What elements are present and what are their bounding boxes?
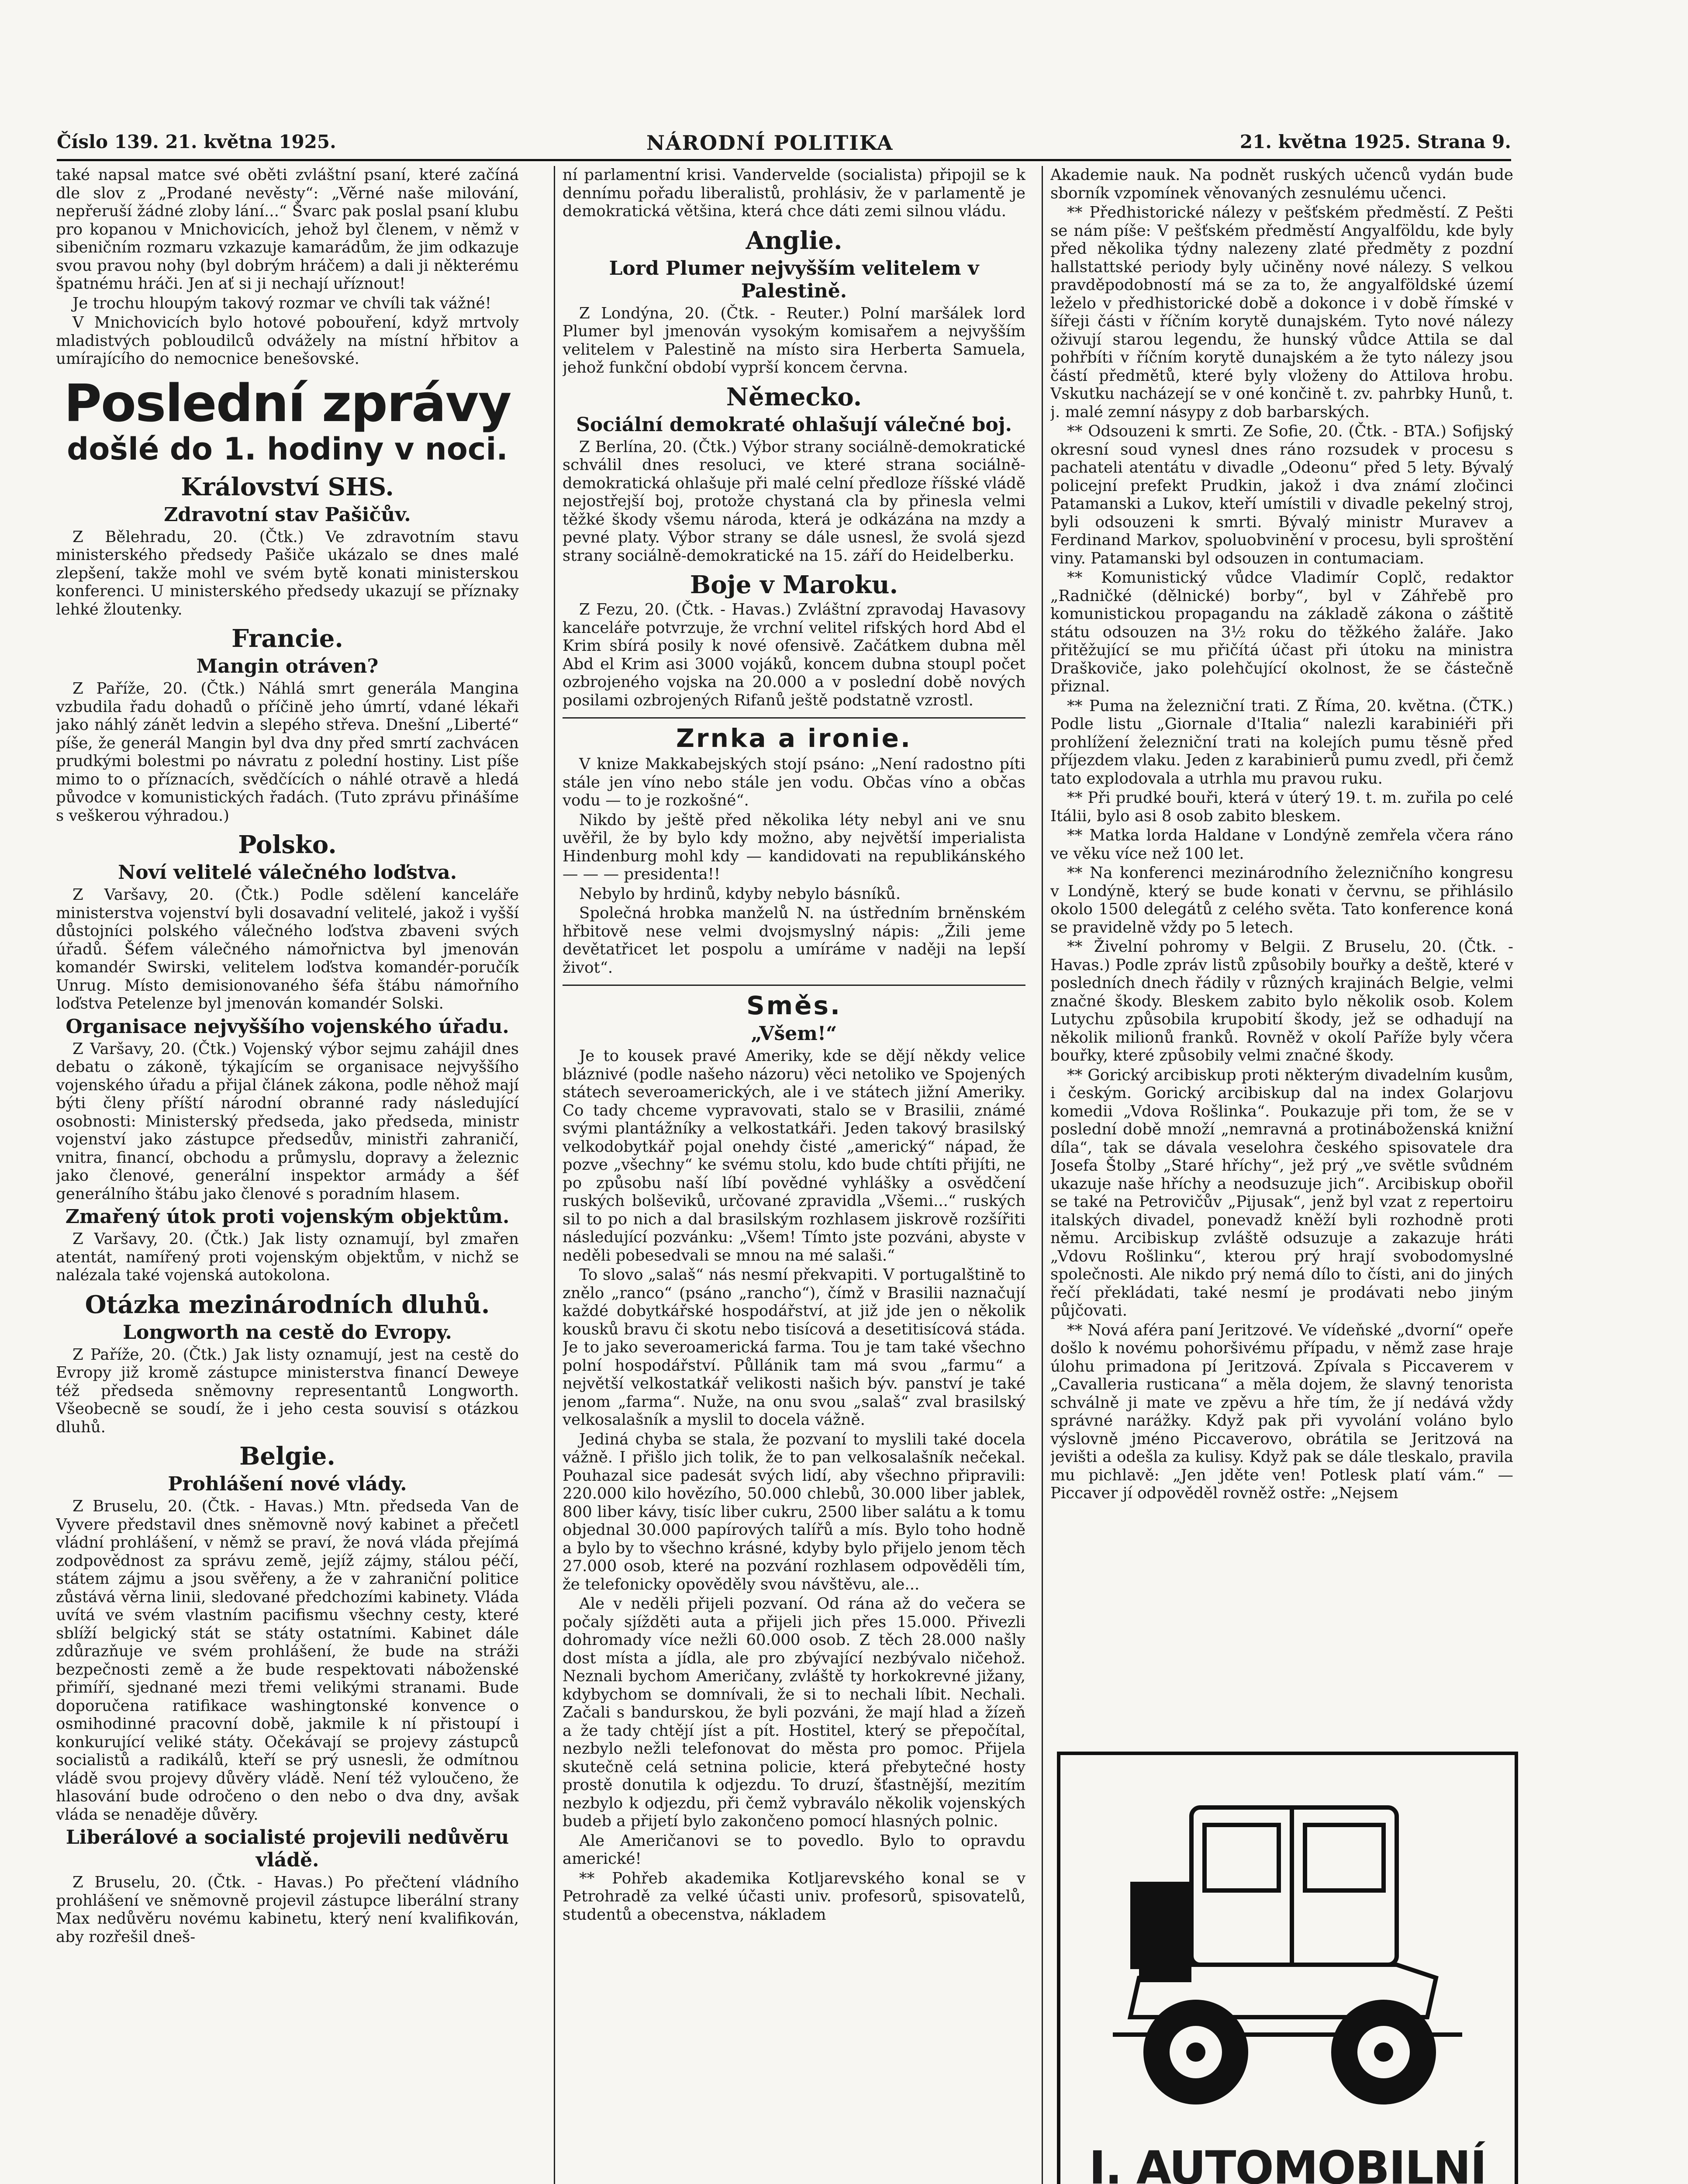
article-text: Z Bruselu, 20. (Čtk. - Havas.) Po přečtení vládního prohlášení ve sněmovně projevil zástupce liberální strany Max nedůvěru novému kabinetu, který není kvalifikován, aby rozřešil dneš- — [56, 1873, 519, 1946]
article-text: Z Varšavy, 20. (Čtk.) Vojenský výbor sejmu zahájil dnes debatu o zákoně, týkajícím se organisace nejvyššího vojenského úřadu a přijal článek zákona, podle něhož mají býti členy příští národní obranné rady následující osobnosti: Ministerský předseda, jako předseda, ministr vojenství jako zástupce předsedův, ministři zahraničí, vnitra, financí, obchodu a průmyslu, dopravy a železnic jako členové, generální inspektor armády a šéf generálního štábu jako členové s poradním hlasem. — [56, 1040, 519, 1203]
column-heading: Směs. — [563, 985, 1025, 1020]
country-heading: Belgie. — [239, 1442, 335, 1471]
article-heading: Mangin otráven? — [196, 655, 379, 677]
country-heading: Boje v Maroku. — [690, 570, 898, 599]
column-3 — [1050, 166, 1513, 1743]
article-heading: „Všem!“ — [751, 1023, 837, 1045]
article-text: Je to kousek pravé Ameriky, kde se dějí někdy velice bláznivé (podle našeho názoru) věci netoliko ve Spojených státech severoamerických, ale i ve státech jižní Ameriky. Co tady chceme vypravovati, stalo se v Brasilii, známé svými plantážníky a velkostatkáři. Jeden takový brasilský velkodobytkář pojal onehdy čisté „americký“ nápad, že pozve „všechny“ ke svému stolu, kdo bude chtíti přijíti, ne po způsobu naší líbí povědné vyhlášky a osvědčení ruských bolševiků, určované zpravidla „Všemi...“ ruských sil to po nich a dal brasilským rozhlasem jiskrově rozšířiti následující pozvánku: „Všem! Tímto jste pozváni, abyste v neděli pobesedvali se mnou na mé salaši.“ — [563, 1047, 1025, 1265]
article-text: Z Varšavy, 20. (Čtk.) Jak listy oznamují, byl zmařen atentát, namířený proti vojenským objektům, v nichž se nalézala také vojenská autokolona. — [56, 1230, 519, 1284]
article-text: ** Živelní pohromy v Belgii. Z Bruselu, 20. (Čtk. - Havas.) Podle zpráv listů způsobily bouřky a deště, které v posledních dnech řádily v různých krajinách Belgie, velmi značné škody. Bleskem zabito bylo několik osob. Kolem Lutychu způsobila krupobití škody, jež se odhadují na několik milionů franků. Rovněž v okolí Paříže byly včera bouřky, které způsobily velmi značné škody. — [1050, 938, 1513, 1064]
country-heading: Anglie. — [746, 226, 842, 255]
header-masthead: NÁRODNÍ POLITIKA — [646, 131, 894, 155]
advertisement-driving-school — [1057, 1752, 1518, 2184]
article-heading: Prohlášení nové vlády. — [168, 1473, 407, 1495]
article-heading: Organisace nejvyššího vojenského úřadu. — [66, 1015, 509, 1038]
article-text: Z Bělehradu, 20. (Čtk.) Ve zdravotním stavu ministerského předsedy Pašiče ukázalo se dnes malé zlepšení, takže mohl ve svém bytě konati ministerskou konferenci. U ministerského předsedy ukazují se příznaky lehké žloutenky. — [56, 528, 519, 619]
column-heading: Zrnka a ironie. — [563, 717, 1025, 753]
column-rule — [554, 166, 555, 2184]
country-heading: Polsko. — [238, 830, 337, 859]
article-text: Společná hrobka manželů N. na ústředním brněnském hřbitově nese velmi dvojsmyslný nápis: „Žili jeme devětatřicet let pospolu a umíráme v naději na lepší život“. — [563, 904, 1025, 977]
header-issue: Číslo 139. 21. května 1925. — [57, 131, 336, 152]
article-text: Je trochu hloupým takový rozmar ve chvíli tak vážné! — [72, 294, 491, 312]
page-header — [57, 131, 1511, 161]
article-text: V knize Makkabejských stojí psáno: „Není radostno píti stále jen víno nebo stále jen vodu. Občas víno a občas vodu — to je rozkošné“. — [563, 755, 1025, 809]
column-rule — [1042, 166, 1043, 2184]
article-text: Z Varšavy, 20. (Čtk.) Podle sdělení kanceláře ministerstva vojenství byli dosavadní velitelé, jakož i vyšší důstojníci polského válečného loďstva zbaveni svých úřadů. Šéfem válečného námořnictva byl jmenován komandér Swirski, velitelem loďstva komandér-poručík Unrug. Místo demisionovaného šéfa štábu námořního loďstva Petelenze byl jmenován komandér Solski. — [56, 886, 519, 1013]
article-heading: Sociální demokraté ohlašují válečné boj. — [576, 413, 1012, 436]
article-text: ** Odsouzeni k smrti. Ze Sofie, 20. (Čtk. - BTA.) Sofijský okresní soud vynesl dnes ráno rozsudek v procesu s pachateli atentátu v divadle „Odeonu“ před 5 lety. Bývalý policejní prefekt Prudkin, jakož i dva známí zločinci Patamanski a Lukov, kteří umístili v divadle pekelný stroj, byli odsouzeni k smrti. Bývalý ministr Muravev a Ferdinand Markov, spoluobvinění v procesu, byli sproštění viny. Patamanski byl odsouzen in contumaciam. — [1050, 422, 1513, 567]
article-text: Z Londýna, 20. (Čtk. - Reuter.) Polní maršálek lord Plumer byl jmenován vysokým komisařem a nejvyšším velitelem v Palestině na místo sira Herberta Samuela, jehož funkční období vyprší koncem června. — [563, 304, 1025, 377]
column-2 — [563, 166, 1025, 2184]
article-heading: Longworth na cestě do Evropy. — [123, 1321, 452, 1344]
country-heading: Německo. — [726, 382, 862, 411]
article-text: ** Při prudké bouři, která v úterý 19. t. m. zuřila po celé Itálii, bylo asi 8 osob zabito bleskem. — [1050, 789, 1513, 825]
article-heading: Zmařený útok proti vojenským objektům. — [65, 1206, 510, 1228]
ad-title: I. AUTOMOBILNÍ — [1089, 2141, 1486, 2184]
section-headline: Poslední zprávy — [64, 373, 511, 433]
article-text: ** Pohřeb akademika Kotljarevského konal se v Petrohradě za velké účasti univ. profesorů, spisovatelů, studentů a obecenstva, nákladem — [563, 1869, 1025, 1924]
car-illustration — [1087, 1773, 1488, 2131]
article-text: Z Bruselu, 20. (Čtk. - Havas.) Mtn. předseda Van de Vyvere představil dnes sněmovně nový kabinet a přečetl vládní prohlášení, v němž se praví, že nová vláda přejímá zodpovědnost za správu země, jejíž zájmy, stálou péčí, státem zájmu a jsou svěřeny, a že v zahraniční politice zůstává věrna linii, sledované předchozími kabinety. Vláda uvítá ve svém vlastním pacifismu všechny cesty, které sblíží belgický stát se státy ostatními. Kabinet dále zdůrazňuje ve svém prohlášení, že bude na stráži bezpečnosti země a že bude respektovati náboženské přimíří, sjednané mezi třemi velikými stranami. Bude doporučena ratifikace washingtonské konvence o osmihodinné pracovní době, jakmile k ní přistoupí i konkurující veliké státy. Očekávají se projevy zástupců socialistů a radikálů, kteří se prý usnesli, že odmítnou vládě svou projevy důvěry vládě. Není též vyloučeno, že hlasování bude odročeno o den nebo o dva dny, avšak vláda se nenaděje důvěry. — [56, 1497, 519, 1824]
article-text: Nebylo by hrdinů, kdyby nebylo básníků. — [579, 885, 901, 903]
country-heading: Otázka mezinárodních dluhů. — [85, 1290, 490, 1319]
article-text: ** Předhistorické nálezy v pešťském předměstí. Z Pešti se nám píše: V pešťském předměstí Angyalföldu, kde byly před několika týdny nalezeny zlaté předměty z pozdní hallstattské periody byly učiněny nové nálezy. S velkou pravděpodobností má se za to, že angyalföldské území leželo v předhistorické době a dokonce i v době římské v šířeji části v říčním korytě dunajském. Tyto nové nálezy oživují starou legendu, že hunský vůdce Attila se dal pohřbíti v říčním korytě dunajském a že tyto nálezy jsou částí předmětů, které byly vloženy do Attilova hrobu. Vskutku nacházejí se v oné končině t. zv. pahrbky Hunů, t. j. malé zemní násypy z dob barbarských. — [1050, 204, 1513, 421]
section-subheadline: došlé do 1. hodiny v noci. — [67, 431, 508, 467]
header-date-page: 21. května 1925. Strana 9. — [1239, 131, 1511, 152]
article-text: ** Nová aféra paní Jeritzové. Ve vídeňské „dvorní“ opeře došlo k novému pohoršivému případu, v němž zase hraje úlohu primadona pí Jeritzová. Zpívala s Piccaverem v „Cavalleria rusticana“ a měla dojem, že slavný tenorista schválně ji mate ve zpěvu a hře tím, že jí nedává vždy správné narážky. Když pak při vyvolání voláno bylo výslovně jméno Piccaverovo, obrátila se Jeritzová na jevišti a odešla za kulisy. Když pak se dále tleskalo, pravila mu pichlavě: „Jen jděte ven! Potlesk platí vám.“ — Piccaver jí odpověděl rovněž ostře: „Nejsem — [1050, 1321, 1513, 1502]
article-text: To slovo „salaš“ nás nesmí překvapiti. V portugalštině to znělo „ranco“ (psáno „rancho“), čímž v Brasilii naznačují každé dobytkářské hospodářství, at již jde jen o několik kousků bravu či skotu nebo tisícová a desetitisícová stáda. Je to jako severoamerická farma. Tou je tam také všechno polní hospodářství. Půllánik tam má svou „farmu“ a největší velkostatkář velikosti našich býv. panství je také jenom „farma“. Nuže, na onu svou „salaš“ zval brasilský velkosalašník a myslil to docela vážně. — [563, 1266, 1025, 1429]
article-text: Ale Američanovi se to povedlo. Bylo to opravdu americké! — [563, 1832, 1025, 1868]
article-text: ní parlamentní krisi. Vandervelde (socialista) připojil se k dennímu pořadu liberalistů, prohlásiv, že v parlamentě je demokratická většina, která chce dáti zemi silnou vládu. — [563, 166, 1025, 220]
article-text: Z Berlína, 20. (Čtk.) Výbor strany sociálně-demokratické schválil dnes resoluci, ve které strana sociálně-demokratická ohlašuje při malé celní předloze říšské vládě nejostřejší boj, protože chystaná cla by přinesla velmi těžké škody všemu národa, která je odkázána na mzdy a pevné platy. Výbor strany se dále usnesl, že svolá sjezd strany sociálně-demokratické na 15. září do Heidelberku. — [563, 438, 1025, 565]
country-heading: Francie. — [231, 624, 343, 653]
article-text: Z Paříže, 20. (Čtk.) Jak listy oznamují, jest na cestě do Evropy již kromě zástupce ministerstva financí Deweye též předseda sněmovny representantů Longworth. Všeobecně se soudí, že i jeho cesta souvisí s otázkou dluhů. — [56, 1345, 519, 1436]
article-text: ** Matka lorda Haldane v Londýně zemřela včera ráno ve věku více než 100 let. — [1050, 826, 1513, 863]
article-heading: Liberálové a socialisté projevili nedůvěru vládě. — [66, 1826, 509, 1871]
article-text: ** Puma na železniční trati. Z Říma, 20. května. (ČTK.) Podle listu „Giornale d'Italia“ nalezli karabiniéři při prohlížení železniční trati na kolejích pumu těsně před příjezdem vlaku. Jeden z karabinierů pumu zvedl, při čemž tato explodovala a utrhla mu pravou ruku. — [1050, 697, 1513, 788]
article-text: ** Komunistický vůdce Vladimír Coplč, redaktor „Radničké (dělnické) borby“, byl v Záhřebě pro komunistickou propagandu na základě zákona o záštitě státu odsouzen na 3½ roku do těžkého žaláře. Jako přitěžující se mu přičítá účast při útoku na ministra Draškoviče, jako polehčující okolnost, že se částečně přiznal. — [1050, 569, 1513, 695]
article-text: také napsal matce své oběti zvláštní psaní, které začíná dle slov z „Prodané nevěsty“: „Věrné naše milování, nepřeruší žádné zloby lání...“ Švarc pak poslal psaní klubu pro kopanou v Mnichovicích, jehož byl členem, v němž v sibeničním rozmaru vzkazuje kamarádům, že jim odkazuje svou pravou nohy (byl dobrým hráčem) a dali ji některému špatnému hráči. Jen ať si ji nechají uříznout! — [56, 166, 519, 293]
article-heading: Zdravotní stav Pašičův. — [164, 503, 411, 526]
article-heading: Lord Plumer nejvyšším velitelem v Palestině. — [609, 257, 979, 302]
article-text: Z Fezu, 20. (Čtk. - Havas.) Zvláštní zpravodaj Havasovy kanceláře potvrzuje, že vrchní velitel rifských hord Abd el Krim sbírá posily k nové ofensivě. Začátkem dubna měl Abd el Krim asi 3000 vojáků, koncem dubna stoupl počet ozbrojeného vojska na 20.000 a v poslední době nových posilami ozbrojených Rifanů ještě podstatně vzrostl. — [563, 601, 1025, 709]
article-heading: Noví velitelé válečného loďstva. — [117, 861, 457, 884]
article-text: Jediná chyba se stala, že pozvaní to myslili také docela vážně. I přišlo jich tolik, že to pan velkosalašník nečekal. Pouhazal sice padesát svých lidí, aby všechno připravili: 220.000 kilo hovězího, 50.000 chlebů, 30.000 liber jablek, 800 liber kávy, tisíc liber cukru, 2500 liber salátu a k tomu objednal 30.000 papírových talířů a mís. Bylo toho hodně a bylo by to všechno krásné, kdyby bylo přijelo jenom těch 27.000 osob, které na pozvání rozhlasem odpověděli tím, že telefonicky opověděly svou návštěvu, ale... — [563, 1430, 1025, 1593]
article-text: Akademie nauk. Na podnět ruských učenců vydán bude sborník vzpomínek věnovaných zesnulému učenci. — [1050, 166, 1513, 202]
article-text: Ale v neděli přijeli pozvaní. Od rána až do večera se počaly sjížděti auta a přijeli jich přes 15.000. Přivezli dohromady více nežli 60.000 osob. Z těch 28.000 našly dost místa a jídla, ale pro zbývající nezbývalo ničehož. Neznali bychom Američany, zvláště ty horkokrevné jižany, kdybychom se domnívali, že si to nechali líbit. Nechali. Začali s bandurskou, že byli pozváni, že mají hlad a žízeň a že tady chtějí jíst a pít. Hostitel, který se přepočítal, nezbylo nežli telefonovat do města pro pomoc. Přijela skutečně celá setnina policie, která přebytečné hosty prostě donutila k odjezdu. To druzí, šťastnější, mezitím nezbylo k odjezdu, při čemž vybraválo několik vojenských budeb a přijetí bylo zakončeno pomocí hlasných polnic. — [563, 1595, 1025, 1830]
article-text: ** Na konferenci mezinárodního železničního kongresu v Londýně, který se bude konati v červnu, se přihlásilo okolo 1500 delegátů z celého světa. Tato konference koná se pravidelně vždy po 5 letech. — [1050, 864, 1513, 936]
article-text: V Mnichovicích bylo hotové pobouření, když mrtvoly mladistvých pobloudilců odvážely na místní hřbitov a umírajícího do nemocnice benešovské. — [56, 314, 519, 368]
column-1 — [56, 166, 519, 2184]
country-heading: Království SHS. — [181, 472, 394, 501]
article-text: Nikdo by ještě před několika léty nebyl ani ve snu uvěřil, že by bylo kdy možno, aby největší imperialista Hindenburg mohl kdy — kandidovati na republikánského — — — presidenta!! — [563, 811, 1025, 883]
article-text: Z Paříže, 20. (Čtk.) Náhlá smrt generála Mangina vzbudila řadu dohadů o příčině jeho úmrtí, vdané lékaři jako náhlý zánět ledvin a slepého střeva. Dnešní „Liberté“ píše, že generál Mangin byl dva dny před smrtí zachvácen prudkými bolestmi po návratu z polední hostiny. List píše mimo to o příznacích, svědčících o náhlé otravě a hledá původce v komunistických řadách. (Tuto zprávu přinášíme s veškerou výhradou.) — [56, 680, 519, 825]
article-text: ** Gorický arcibiskup proti některým divadelním kusům, i českým. Gorický arcibiskup dal na index Golarjovu komedii „Vdova Rošlinka“. Poukazuje při tom, že se v poslední době množí „nemravná a protináboženská knižní díla“, tak se dávala veselohra českého spisovatele dra Josefa Štolby „Staré hříchy“, jež prý „ve světle svůdném ukazuje naše hříchy a neodsuzuje jich“. Arcibiskup obořil se také na Petrovičův „Pijusak“, jenž byl vzat z repertoiru italských divadel, ponevadž kněží byli rozhodně proti němu. Arcibiskup zvláště odsuzuje a zakazuje hráti „Vdovu Rošlinku“, kterou prý hrají svobodomyslné společnosti. Ale nikdo prý nemá dílo to čísti, ani do jiných řečí překládati, také nesmí je prodávati nebo jiným půjčovati. — [1050, 1066, 1513, 1320]
